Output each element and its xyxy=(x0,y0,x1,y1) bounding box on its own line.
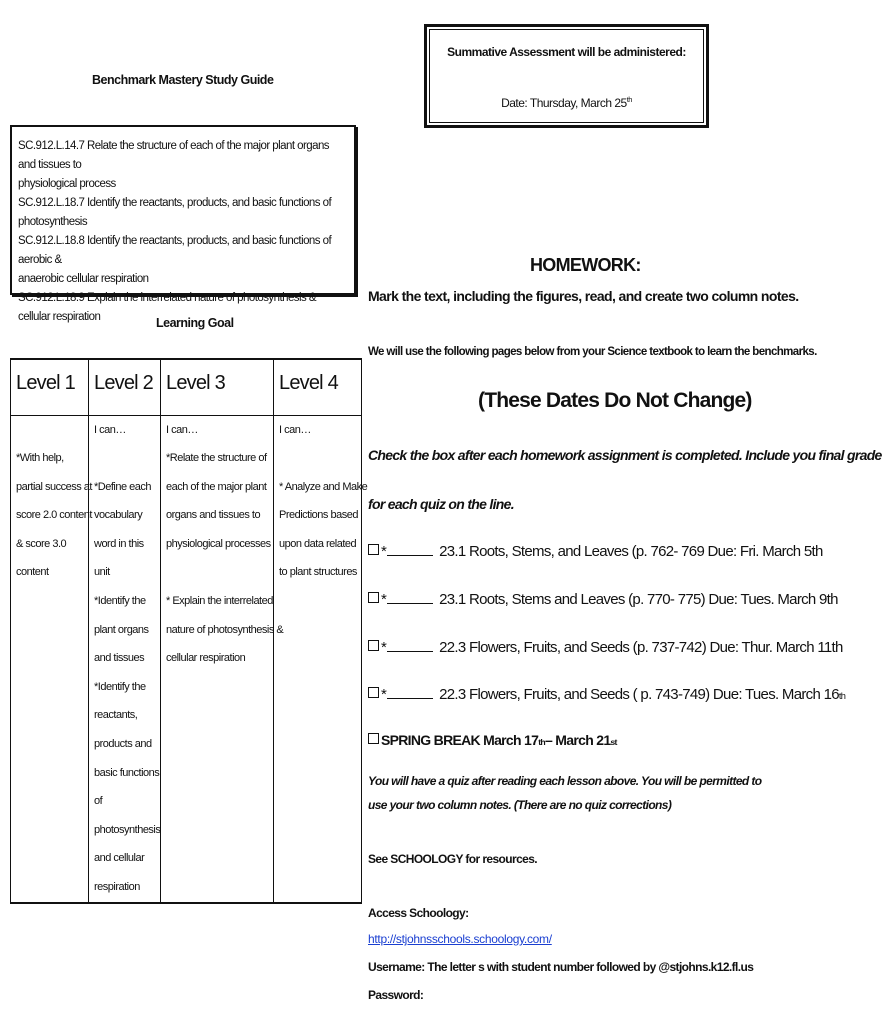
summative-date-text: Date: Thursday, March 25 xyxy=(501,96,627,110)
benchmark-line: anaerobic cellular respiration xyxy=(18,273,149,285)
cell-line: photosynthesis xyxy=(94,823,161,836)
cell-line xyxy=(94,444,158,473)
cell-line: *Identify the xyxy=(94,595,146,608)
assignment-star: * xyxy=(381,686,387,703)
homework-instruction: Mark the text, including the figures, read, and create two column notes. xyxy=(368,288,799,304)
assignment-text: 22.3 Flowers, Fruits, and Seeds (p. 737-742) Due: Thur. March 11th xyxy=(439,639,843,656)
level-4-header: Level 4 xyxy=(274,359,362,415)
cell-line: * Explain the interrelated xyxy=(166,595,273,608)
grade-blank-line[interactable] xyxy=(387,686,433,699)
cell-line: vocabulary xyxy=(94,509,143,522)
cell-line: nature of photosynthesis & xyxy=(166,623,284,636)
levels-table xyxy=(10,358,368,904)
cell-line: * Analyze and Make xyxy=(279,480,368,493)
schoology-link[interactable]: http://stjohnsschools.schoology.com/ xyxy=(368,932,552,946)
homework-heading: HOMEWORK: xyxy=(530,255,641,275)
summative-assessment-box xyxy=(424,24,709,128)
access-label: Access Schoology: xyxy=(368,906,469,920)
grade-blank-line[interactable] xyxy=(387,639,433,652)
cell-line: I can… xyxy=(94,423,126,436)
grade-blank-line[interactable] xyxy=(387,591,433,604)
benchmark-line: physiological process xyxy=(18,178,116,190)
assignment-item xyxy=(368,543,823,560)
cell-line: of xyxy=(94,795,103,808)
cell-line: and tissues xyxy=(94,652,145,665)
cell-line: content xyxy=(16,566,49,579)
cell-line: physiological processes xyxy=(166,537,271,550)
spring-break-end: – March 21 xyxy=(545,732,611,748)
cell-line: *Relate the structure of xyxy=(166,452,267,465)
cell-line: basic functions xyxy=(94,766,160,779)
spring-break-item: SPRING BREAK March 17 th – March 21 st xyxy=(368,732,617,748)
cell-line: upon data related xyxy=(279,537,357,550)
dates-note: (These Dates Do Not Change) xyxy=(478,389,752,412)
cell-line xyxy=(166,558,271,587)
cell-line: each of the major plant xyxy=(166,480,267,493)
cell-line: to plant structures xyxy=(279,566,357,579)
cell-line xyxy=(16,416,86,445)
learning-goal-heading: Learning Goal xyxy=(156,316,234,330)
level-1-cell xyxy=(11,415,92,903)
username-info: Username: The letter s with student number followed by @stjohns.k12.fl.us xyxy=(368,960,754,974)
assignment-star: * xyxy=(381,543,387,560)
password-info: Password: xyxy=(368,988,424,1002)
summative-date-suffix: th xyxy=(626,95,632,104)
assignment-star: * xyxy=(381,591,387,608)
assignment-item xyxy=(368,591,838,608)
table-row xyxy=(11,415,362,903)
summative-title: Summative Assessment will be administered: xyxy=(447,45,686,59)
cell-line: partial success at xyxy=(16,480,92,493)
assignment-text: 22.3 Flowers, Fruits, and Seeds ( p. 743-749) Due: Tues. March 16 xyxy=(439,686,839,703)
benchmark-line: SC.912.L.18.8 Identify the reactants, products, and basic functions of aerobic & xyxy=(18,235,332,266)
cell-line: products and xyxy=(94,738,152,751)
cell-line: word in this xyxy=(94,537,144,550)
checkbox-icon[interactable] xyxy=(368,592,379,603)
benchmark-line: SC.912.L.14.7 Relate the structure of each of the major plant organs and tissues to xyxy=(18,140,330,171)
cell-line: score 2.0 content xyxy=(16,509,92,522)
table-header-row xyxy=(11,359,362,415)
level-2-cell xyxy=(89,415,161,903)
level-3-cell xyxy=(161,415,284,903)
level-2-header: Level 2 xyxy=(89,359,161,415)
checkbox-icon[interactable] xyxy=(368,687,379,698)
cell-line: cellular respiration xyxy=(166,652,246,665)
assignment-star: * xyxy=(381,639,387,656)
cell-line: and cellular xyxy=(94,852,145,865)
check-note-line-2: for each quiz on the line. xyxy=(368,496,514,512)
benchmark-line: SC.912.L.18.9 Explain the interrelated nature of photosynthesis & cellular respiration xyxy=(18,292,316,323)
cell-line: Predictions based xyxy=(279,509,358,522)
checkbox-icon[interactable] xyxy=(368,733,379,744)
spring-break-text: SPRING BREAK March 17 xyxy=(381,732,539,748)
assignment-text: 23.1 Roots, Stems, and Leaves (p. 762- 769 Due: Fri. March 5th xyxy=(439,543,823,560)
cell-line: & score 3.0 xyxy=(16,537,67,550)
cell-line xyxy=(279,444,359,473)
quiz-note: You will have a quiz after reading each lesson above. You will be permitted to use your two column notes. (There are no quiz corrections) xyxy=(368,774,762,812)
cell-line: I can… xyxy=(166,423,198,436)
document-title: Benchmark Mastery Study Guide xyxy=(92,73,274,87)
cell-line: plant organs xyxy=(94,623,149,636)
level-1-header: Level 1 xyxy=(11,359,89,415)
checkbox-icon[interactable] xyxy=(368,640,379,651)
cell-line: respiration xyxy=(94,881,140,893)
assignment-text: 23.1 Roots, Stems and Leaves (p. 770- 775) Due: Tues. March 9th xyxy=(439,591,838,608)
cell-line: *Define each xyxy=(94,480,151,493)
assignment-item: * 22.3 Flowers, Fruits, and Seeds ( p. 743-749) Due: Tues. March 16 th xyxy=(368,686,845,703)
checkbox-icon[interactable] xyxy=(368,544,379,555)
cell-line: unit xyxy=(94,566,110,579)
level-4-cell xyxy=(274,415,368,903)
cell-line: organs and tissues to xyxy=(166,509,261,522)
cell-line: I can… xyxy=(279,423,311,436)
summative-date xyxy=(424,96,709,110)
benchmark-line: SC.912.L.18.7 Identify the reactants, products, and basic functions of photosynthesis xyxy=(18,197,332,228)
assignment-item xyxy=(368,639,843,656)
check-note-line-1: Check the box after each homework assignment is completed. Include you final grade xyxy=(368,447,882,463)
cell-line: *Identify the xyxy=(94,680,146,693)
cell-line: *With help, xyxy=(16,452,64,465)
grade-blank-line[interactable] xyxy=(387,543,433,556)
resources-note: See SCHOOLOGY for resources. xyxy=(368,852,538,866)
level-3-header: Level 3 xyxy=(161,359,274,415)
textbook-note: We will use the following pages below from your Science textbook to learn the benchmarks. xyxy=(368,346,817,358)
cell-line: reactants, xyxy=(94,709,138,722)
